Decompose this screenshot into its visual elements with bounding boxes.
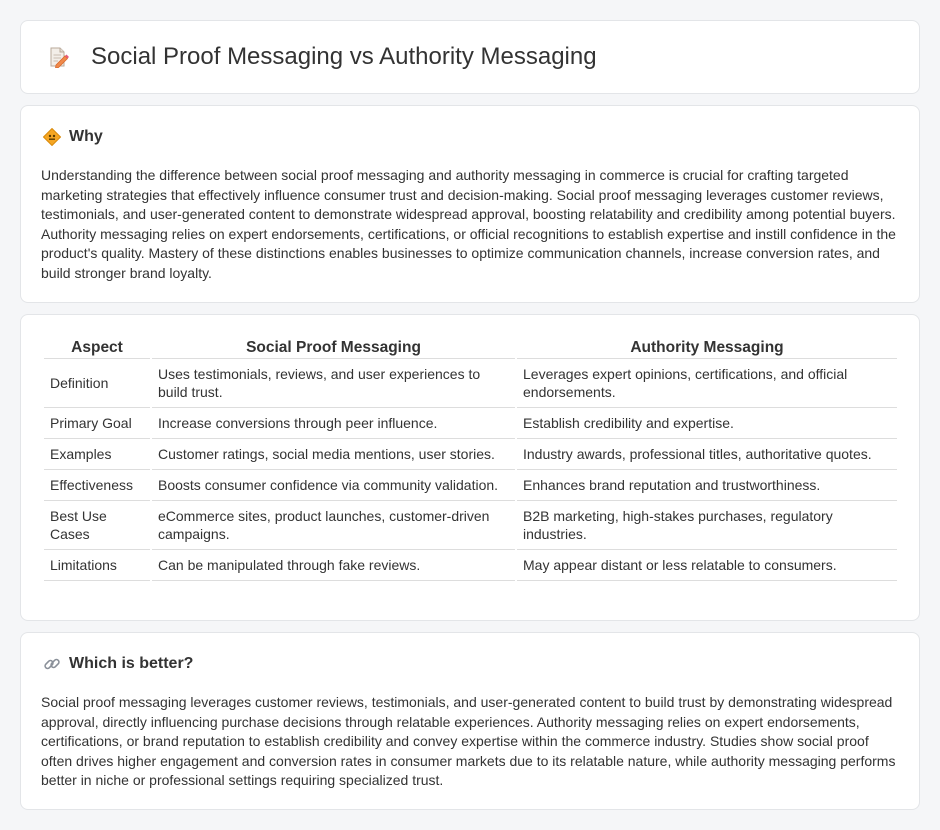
header-authority: Authority Messaging <box>517 335 897 359</box>
row-aspect: Effectiveness <box>44 470 150 501</box>
row-social-proof: Increase conversions through peer influence. <box>152 408 515 439</box>
row-authority: May appear distant or less relatable to consumers. <box>517 550 897 581</box>
header-aspect: Aspect <box>44 335 150 359</box>
table-row <box>44 408 897 439</box>
row-aspect: Definition <box>44 359 150 408</box>
row-social-proof: Boosts consumer confidence via community validation. <box>152 470 515 501</box>
table-row <box>44 550 897 581</box>
row-authority: Enhances brand reputation and trustworthiness. <box>517 470 897 501</box>
row-authority: Establish credibility and expertise. <box>517 408 897 439</box>
why-section <box>20 105 920 303</box>
title-card <box>20 20 920 94</box>
table-row <box>44 439 897 470</box>
better-heading <box>43 655 193 673</box>
row-authority: Leverages expert opinions, certifications, and official endorsements. <box>517 359 897 408</box>
title-row <box>21 21 919 93</box>
comparison-table <box>42 335 899 581</box>
which-is-better-section <box>20 632 920 810</box>
row-aspect: Best Use Cases <box>44 501 150 550</box>
row-social-proof: Uses testimonials, reviews, and user experiences to build trust. <box>152 359 515 408</box>
better-title: Which is better? <box>69 655 194 672</box>
document-pencil-icon <box>47 46 69 68</box>
why-title: Why <box>69 128 103 145</box>
page-title: Social Proof Messaging vs Authority Messaging <box>91 43 597 70</box>
row-social-proof: Customer ratings, social media mentions, user stories. <box>152 439 515 470</box>
row-aspect: Examples <box>44 439 150 470</box>
why-heading <box>43 128 103 146</box>
diamond-sign-icon <box>43 128 61 146</box>
comparison-section <box>20 314 920 621</box>
row-authority: Industry awards, professional titles, authoritative quotes. <box>517 439 897 470</box>
row-social-proof: Can be manipulated through fake reviews. <box>152 550 515 581</box>
row-aspect: Limitations <box>44 550 150 581</box>
why-text: Understanding the difference between social proof messaging and authority messaging in commerce is crucial for crafting targeted marketing strategies that effectively influence consumer trust and decision-making. Social proof messaging leverages customer reviews, testimonials, and user-generated content to demonstrate widespread approval, boosting relatability and credibility among potential buyers. Authority messaging relies on expert endorsements, certifications, or official recognitions to establish expertise and instill confidence in the product's quality. Mastery of these distinctions enables businesses to optimize communication channels, increase conversion rates, and build stronger brand loyalty. <box>41 167 896 281</box>
link-icon <box>43 655 61 673</box>
row-aspect: Primary Goal <box>44 408 150 439</box>
row-social-proof: eCommerce sites, product launches, customer-driven campaigns. <box>152 501 515 550</box>
row-authority: B2B marketing, high-stakes purchases, regulatory industries. <box>517 501 897 550</box>
table-row <box>44 501 897 550</box>
table-row <box>44 470 897 501</box>
header-social-proof: Social Proof Messaging <box>152 335 515 359</box>
table-header-row <box>44 335 897 359</box>
table-row <box>44 359 897 408</box>
better-text: Social proof messaging leverages customer reviews, testimonials, and user-generated content to build trust by demonstrating widespread approval, directly influencing purchase decisions through relatable experiences. Authority messaging relies on expert endorsements, certifications, or brand reputation to establish credibility and convey expertise within the commerce industry. Studies show social proof often drives higher engagement and conversion rates in consumer markets due to its relatable nature, while authority messaging performs better in niche or professional settings requiring specialized trust. <box>41 694 896 789</box>
